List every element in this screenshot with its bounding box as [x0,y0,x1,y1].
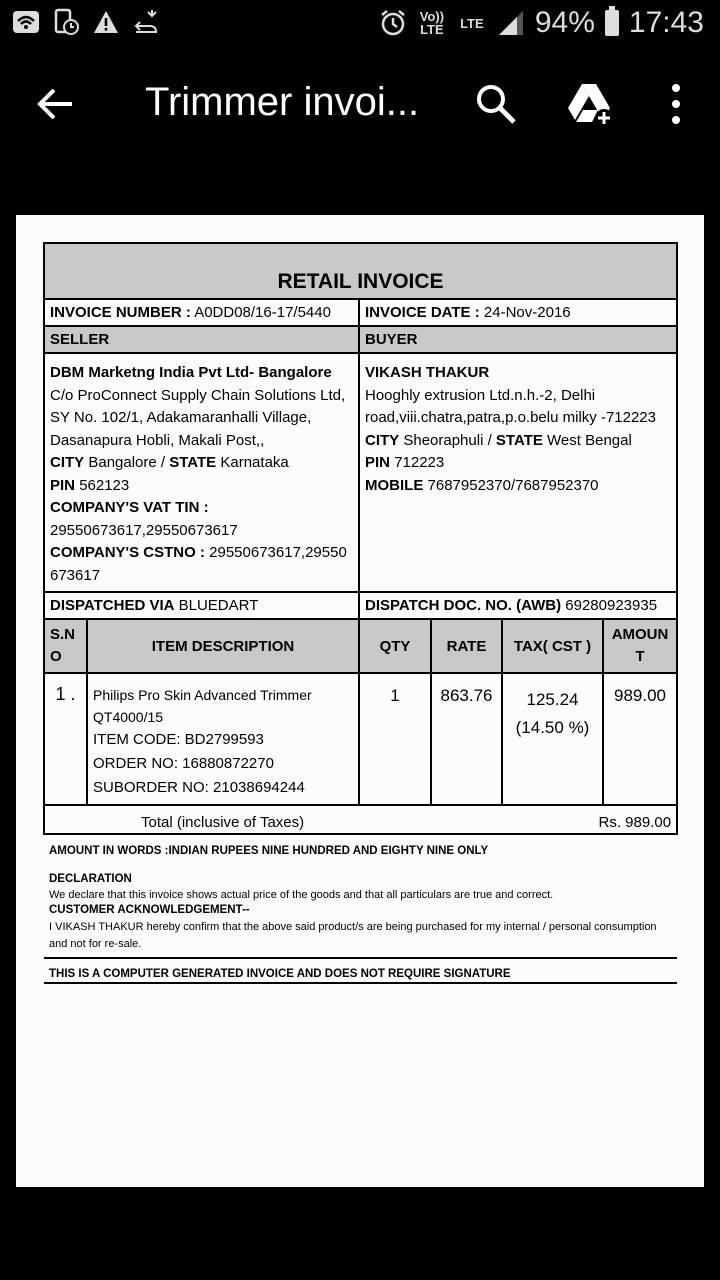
battery-icon [605,10,619,36]
buyer-city-state: CITY Sheoraphuli / STATE West Bengal [365,431,632,449]
total-row [44,805,677,834]
buyer-address-line: road,viii.chatra,patra,p.o.belu milky -712223 [365,409,656,426]
warning-icon [92,8,120,36]
signal-icon [497,9,525,37]
col-qty: QTY [359,619,431,673]
invoice-number: A0DD08/16-17/5440 [194,304,331,321]
dispatched-via-cell: DISPATCHED VIA BLUEDART [44,592,359,619]
dispatched-via: BLUEDART [178,597,259,614]
acknowledgement-title: CUSTOMER ACKNOWLEDGEMENT-- [49,904,250,916]
app-bar [0,50,720,160]
back-arrow-icon[interactable] [34,82,78,126]
item-tax: 125.24 (14.50 %) [502,673,603,805]
seller-label: SELLER [44,326,359,353]
buyer-pin: PIN 712223 [365,454,445,471]
item-sno: 1 . [44,673,87,805]
buyer-address-line: Hooghly extrusion Ltd.n.h.-2, Delhi [365,386,596,404]
buyer-mobile: MOBILE 7687952370/7687952370 [365,476,599,494]
buyer-details [359,353,677,592]
invoice-date: 24-Nov-2016 [483,304,571,321]
item-qty: 1 [359,673,431,805]
col-amount: AMOUN T [603,619,677,673]
clock: 17:43 [628,6,704,39]
alarm-icon [379,9,407,37]
wifi-icon [12,8,40,36]
col-description: ITEM DESCRIPTION [87,619,359,673]
invoice-table [43,242,678,984]
item-rate: 863.76 [431,673,502,805]
seller-city-state: CITY Bangalore / STATE Karnataka [50,454,289,471]
total-amount: Rs. 989.00 [598,814,672,831]
seller-cst: COMPANY'S CSTNO : 29550673617,29550 [50,544,347,561]
invoice-date-label: INVOICE DATE : [365,304,480,321]
invoice-number-cell [44,299,359,326]
footer-note: THIS IS A COMPUTER GENERATED INVOICE AND DOES NOT REQUIRE SIGNATURE [44,958,677,983]
acknowledgement-text: I VIKASH THAKUR hereby confirm that the above said product/s are being purchased for my internal / personal consumption and not for re-sale. [49,921,657,950]
seller-vat: 29550673617,29550673617 [50,521,238,539]
col-tax: TAX( CST ) [502,619,603,673]
buyer-label: BUYER [359,326,677,353]
seller-pin: PIN 562123 [50,476,130,494]
document-title: Trimmer invoi... [145,80,420,124]
seller-address-line: SY No. 102/1, Adakamaranhalli Village, [50,409,312,426]
volte-indicator: Vo)) LTE [419,9,445,37]
screen-time-icon [52,8,80,36]
data-transfer-icon [132,8,160,36]
seller-details [44,353,359,592]
seller-address-line: C/o ProConnect Supply Chain Solutions Ltd, [50,386,346,404]
item-amount: 989.00 [603,673,677,805]
item-description: Philips Pro Skin Advanced Trimmer QT4000/15 ITEM CODE: BD2799593 ORDER NO: 16880872270 SUBORDER NO: 21038694244 [87,673,359,805]
seller-address-line: Dasanapura Hobli, Makali Post,, [50,431,265,449]
terms-block [44,834,677,958]
add-to-drive-icon[interactable] [566,80,616,128]
invoice-number-label: INVOICE NUMBER : [50,304,191,321]
status-bar [0,0,720,50]
declaration-text: We declare that this invoice shows actual price of the goods and that all particulars are true and correct. [49,889,554,901]
seller-cst-cont: 673617 [50,566,101,584]
declaration-title: DECLARATION [49,873,132,885]
more-options-icon[interactable] [664,80,688,128]
col-sno: S.N O [44,619,87,673]
seller-name: DBM Marketng India Pvt Ltd- Bangalore [50,364,332,381]
dispatch-doc-number: 69280923935 [565,597,658,614]
dispatch-doc-cell: DISPATCH DOC. NO. (AWB) 69280923935 [359,592,677,619]
battery-percent: 94% [534,6,595,39]
search-icon[interactable] [474,82,518,126]
seller-vat-label: COMPANY'S VAT TIN : [50,499,209,516]
pdf-page[interactable] [16,215,704,1187]
amount-in-words: AMOUNT IN WORDS :INDIAN RUPEES NINE HUNDRED AND EIGHTY NINE ONLY [49,845,489,857]
invoice-heading: RETAIL INVOICE [44,243,677,299]
total-label: Total (inclusive of Taxes) [141,814,305,831]
buyer-name: VIKASH THAKUR [365,364,490,381]
col-rate: RATE [431,619,502,673]
lte-indicator: LTE [460,15,484,31]
invoice-date-cell [359,299,677,326]
table-row [44,673,677,805]
